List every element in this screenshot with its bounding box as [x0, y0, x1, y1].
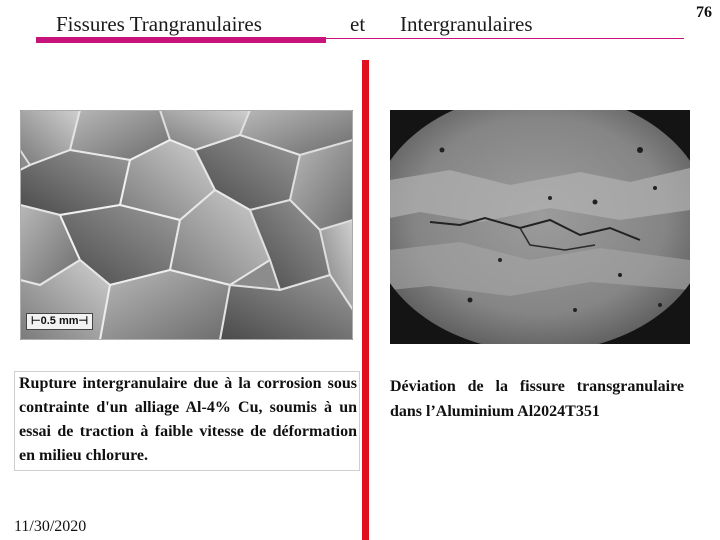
scale-bar-label: 0.5 mm [40, 315, 79, 327]
vertical-divider [362, 60, 369, 540]
micrograph-grains-drawing [20, 110, 353, 340]
right-caption: Déviation de la fissure transgranulaire dans l’Aluminium Al2024T351 [390, 378, 684, 420]
slide-title-connector: et [350, 12, 366, 36]
page-number: 76 [696, 4, 712, 21]
footer-date: 11/30/2020 [14, 518, 87, 535]
slide-title-left: Fissures Trangranulaires [56, 12, 262, 36]
scale-bar-tick-right: ⊣ [78, 315, 89, 327]
title-underline-thin [326, 38, 684, 39]
left-caption: Rupture intergranulaire due à la corrosion sous contrainte d'un alliage Al-4% Cu, soumis à un essai de traction à faible vitesse de déformation en milieu chlorure. [14, 371, 360, 471]
slide-title-right: Intergranulaires [400, 12, 533, 36]
scale-bar-tick-left: ⊢ [31, 315, 41, 327]
scale-bar [26, 313, 93, 330]
intergranular-fracture-micrograph [20, 110, 353, 340]
micrograph-crack-drawing [390, 110, 690, 344]
title-underline-thick [36, 37, 326, 43]
transgranular-crack-micrograph [390, 110, 690, 344]
